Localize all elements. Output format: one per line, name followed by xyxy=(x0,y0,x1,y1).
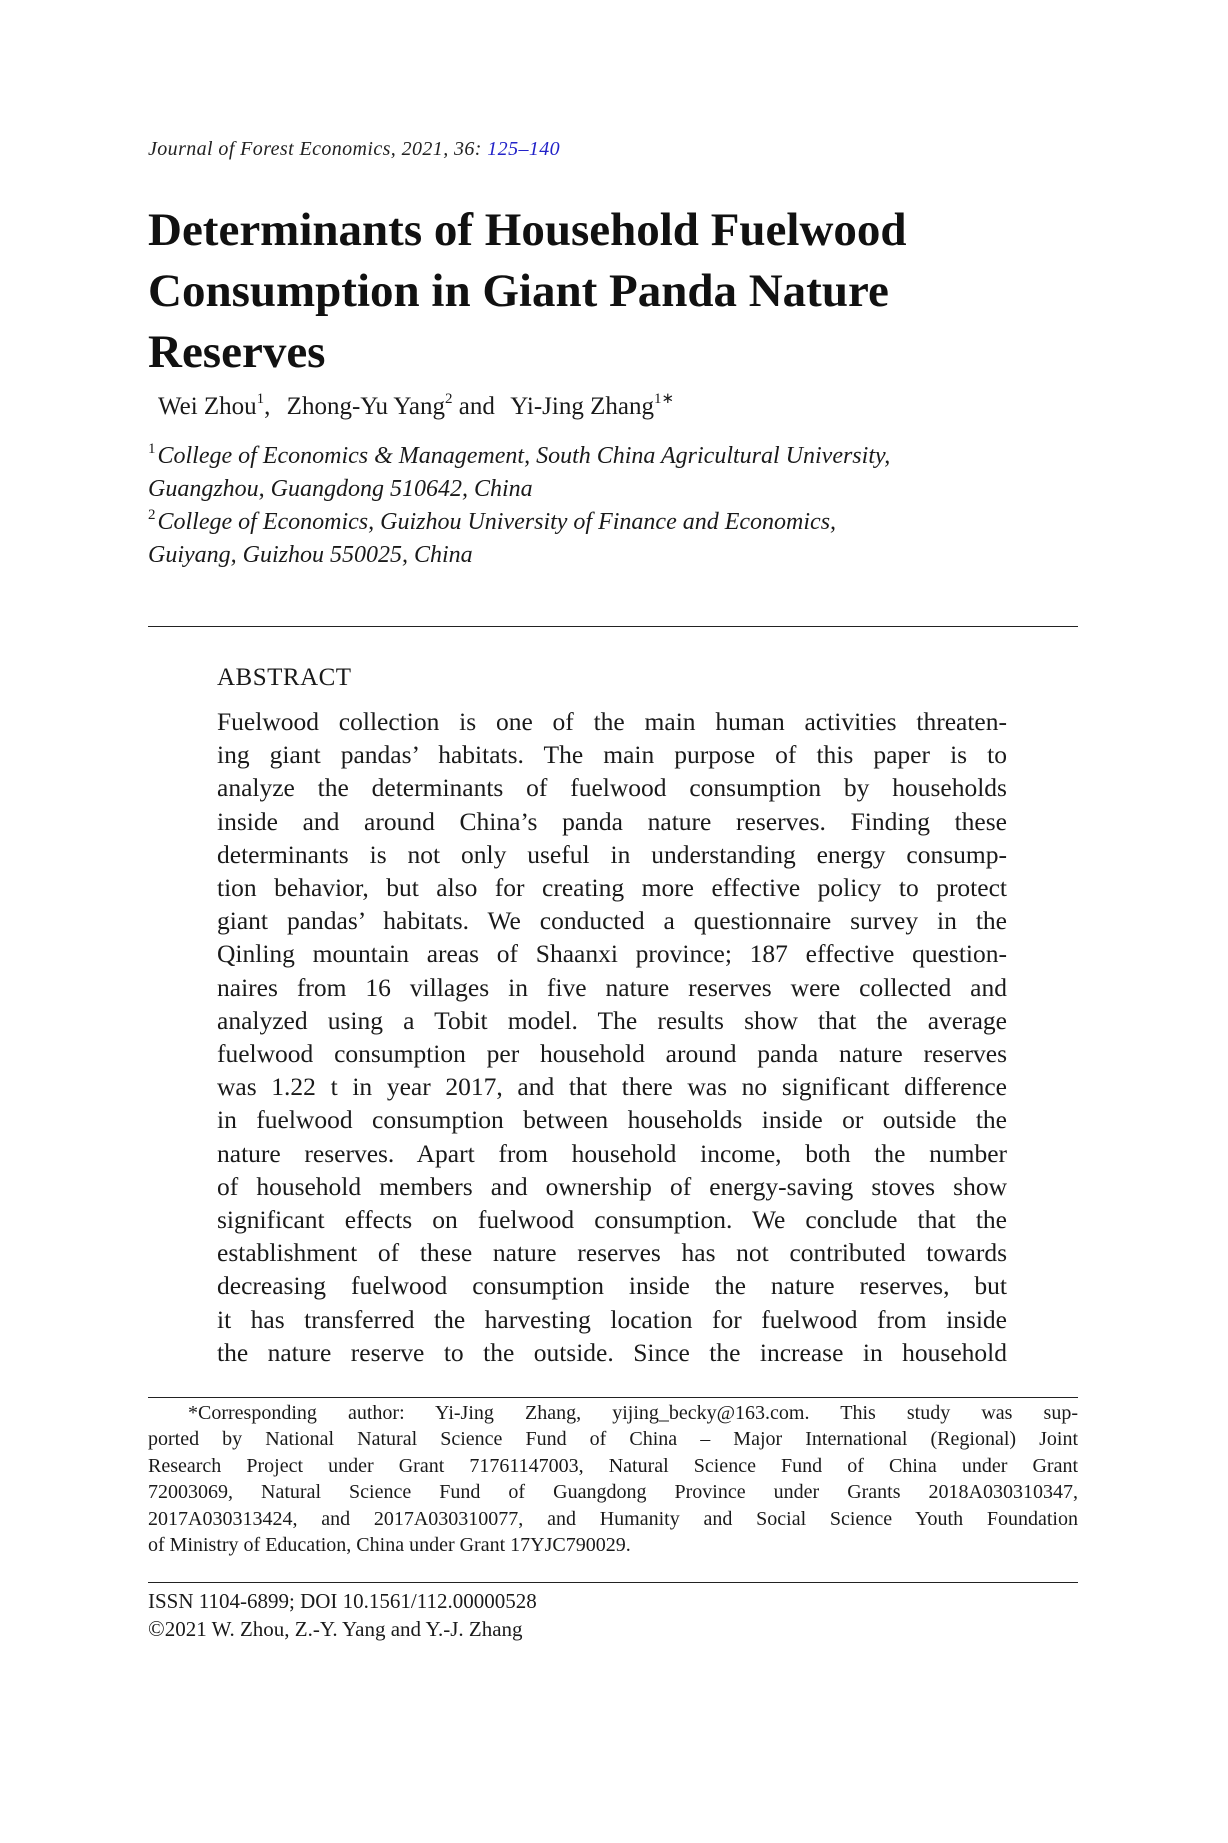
page-range-link[interactable]: 125–140 xyxy=(487,138,561,160)
affiliation-number: 2 xyxy=(148,507,156,523)
paper-title xyxy=(148,200,1088,383)
publication-divider xyxy=(148,1582,1078,1583)
affiliation-mark: 1 xyxy=(256,391,265,407)
affiliation xyxy=(148,440,1088,506)
abstract-line: Qinling mountain areas of Shaanxi province; 187 effective question- xyxy=(217,939,1007,969)
abstract-line: decreasing fuelwood consumption inside the nature reserves, but xyxy=(217,1271,1007,1301)
abstract-line: significant effects on fuelwood consumption. We conclude that the xyxy=(217,1205,1007,1235)
abstract-line: ing giant pandas’ habitats. The main purpose of this paper is to xyxy=(217,740,1007,770)
header-divider xyxy=(148,626,1078,627)
abstract-line: tion behavior, but also for creating more effective policy to protect xyxy=(217,873,1007,903)
affiliation-line: Guangzhou, Guangdong 510642, China xyxy=(148,476,533,502)
abstract-line: of household members and ownership of energy-saving stoves show xyxy=(217,1171,1007,1201)
abstract-line: naires from 16 villages in five nature reserves were collected and xyxy=(217,972,1007,1002)
abstract-line: fuelwood consumption per household around panda nature reserves xyxy=(217,1039,1007,1069)
title-line: Consumption in Giant Panda Nature xyxy=(148,265,889,317)
abstract-line: was 1.22 t in year 2017, and that there was no significant difference xyxy=(217,1072,1007,1102)
footnote-line: 72003069, Natural Science Fund of Guangdong Province under Grants 2018A030310347, xyxy=(148,1481,1078,1504)
footnote-line: ported by National Natural Science Fund of China – Major International (Regional) Joint xyxy=(148,1428,1078,1451)
abstract-line: the nature reserve to the outside. Since the increase in household xyxy=(217,1337,1007,1367)
author-name: Wei Zhou xyxy=(158,393,257,420)
footnote-line: of Ministry of Education, China under Grant 17YJC790029. xyxy=(148,1534,631,1557)
abstract-line: Fuelwood collection is one of the main human activities threaten- xyxy=(217,707,1007,736)
author-name: Zhong-Yu Yang xyxy=(286,393,446,420)
abstract-line: analyze the determinants of fuelwood consumption by households xyxy=(217,773,1007,803)
author-separator: and xyxy=(452,393,495,420)
abstract-line: in fuelwood consumption between households inside or outside the xyxy=(217,1105,1007,1135)
abstract-line: inside and around China’s panda nature reserves. Finding these xyxy=(217,806,1007,836)
abstract-line: giant pandas’ habitats. We conducted a questionnaire survey in the xyxy=(217,906,1007,936)
affiliation-line: College of Economics & Management, South China Agricultural University, xyxy=(157,443,891,469)
footnote-line: 2017A030313424, and 2017A030310077, and Humanity and Social Science Youth Foundation xyxy=(148,1507,1078,1530)
abstract-line: establishment of these nature reserves has not contributed towards xyxy=(217,1238,1007,1268)
copyright-icon: © xyxy=(148,1616,165,1641)
journal-citation xyxy=(148,138,560,161)
abstract-line: analyzed using a Tobit model. The results show that the average xyxy=(217,1005,1007,1035)
abstract-heading: ABSTRACT xyxy=(217,664,352,691)
affiliation xyxy=(148,506,1088,572)
abstract-line: it has transferred the harvesting location for fuelwood from inside xyxy=(217,1304,1007,1334)
abstract-text xyxy=(217,705,1007,1369)
affiliation-line: College of Economics, Guizhou University of Finance and Economics, xyxy=(157,509,837,535)
author-list xyxy=(158,393,674,421)
footnote-line: *Corresponding author: Yi-Jing Zhang, yijing_becky@163.com. This study was sup- xyxy=(188,1402,1078,1424)
affiliation-mark: 2 xyxy=(445,391,453,407)
issn-doi: ISSN 1104-6899; DOI 10.1561/112.00000528 xyxy=(148,1589,537,1613)
footnote-divider xyxy=(148,1397,1078,1398)
affiliation-mark: 1∗ xyxy=(653,391,675,407)
title-line: Reserves xyxy=(148,326,326,378)
author-name: Yi-Jing Zhang xyxy=(510,393,654,420)
abstract-line: nature reserves. Apart from household income, both the number xyxy=(217,1138,1007,1168)
journal-name: Journal of Forest Economics, 2021, 36: xyxy=(148,138,488,160)
author-separator: , xyxy=(264,393,271,420)
affiliation-line: Guiyang, Guizhou 550025, China xyxy=(148,542,473,568)
affiliation-number: 1 xyxy=(148,441,156,457)
footnote xyxy=(148,1400,1078,1558)
publication-info xyxy=(148,1588,537,1643)
footnote-line: Research Project under Grant 71761147003, Natural Science Fund of China under Grant xyxy=(148,1454,1078,1477)
abstract-line: determinants is not only useful in understanding energy consump- xyxy=(217,839,1007,869)
copyright-text: 2021 W. Zhou, Z.-Y. Yang and Y.-J. Zhang xyxy=(164,1617,523,1641)
title-line: Determinants of Household Fuelwood xyxy=(148,204,907,256)
